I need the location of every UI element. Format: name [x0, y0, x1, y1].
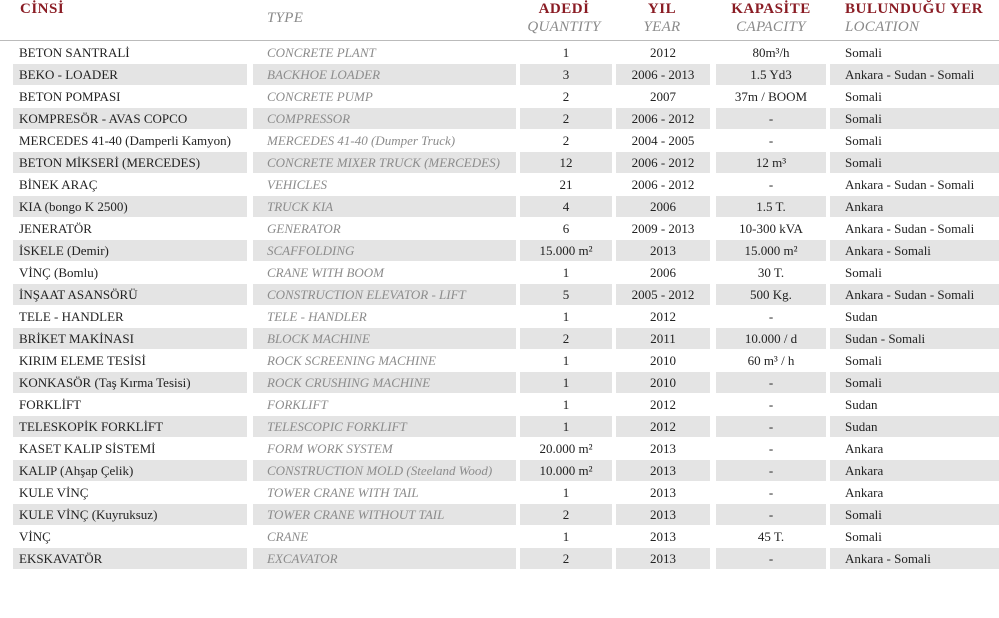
header-adedi-label: ADEDİ: [538, 1, 590, 17]
cell-type: FORM WORK SYSTEM: [267, 441, 393, 456]
cell-cinsi: KULE VİNÇ: [19, 485, 89, 500]
header-yil-label: YIL: [647, 1, 677, 17]
cell-year: 2009 - 2013: [631, 221, 695, 236]
cell-cinsi: KIRIM ELEME TESİSİ: [19, 353, 146, 368]
cell-type: TELE - HANDLER: [267, 309, 367, 324]
cell-year: 2006 - 2012: [631, 177, 695, 192]
cell-capacity: 60 m³ / h: [747, 353, 795, 368]
cell-quantity: 12: [520, 152, 612, 173]
table-row: [0, 416, 999, 438]
cell-type: CRANE: [267, 529, 309, 544]
table-row: [0, 86, 999, 108]
cell-capacity: 45 T.: [757, 529, 785, 544]
cell-cinsi: BİNEK ARAÇ: [19, 177, 98, 192]
table-row: [0, 64, 999, 86]
cell-type: CRANE WITH BOOM: [267, 265, 384, 280]
cell-type: GENERATOR: [267, 221, 341, 236]
cell-year: 2006 - 2012: [616, 108, 710, 129]
cell-type: MERCEDES 41-40 (Dumper Truck): [267, 133, 456, 148]
table-row: [0, 548, 999, 570]
cell-type: ROCK SCREENING MACHINE: [267, 353, 436, 368]
cell-type: COMPRESSOR: [253, 108, 516, 129]
cell-capacity: 30 T.: [757, 265, 785, 280]
cell-quantity: 4: [520, 196, 612, 217]
header-year-label: YEAR: [643, 19, 681, 35]
cell-location: Ankara - Somali: [830, 240, 999, 261]
cell-location: Sudan: [845, 397, 878, 412]
cell-year: 2013: [616, 240, 710, 261]
table-row: [0, 526, 999, 548]
cell-capacity: -: [768, 309, 774, 324]
cell-year: 2010: [650, 353, 676, 368]
cell-location: Sudan: [830, 416, 999, 437]
cell-capacity: -: [768, 133, 774, 148]
cell-cinsi: KONKASÖR (Taş Kırma Tesisi): [13, 372, 247, 393]
cell-quantity: 1: [562, 265, 570, 280]
cell-location: Ankara - Sudan - Somali: [830, 284, 999, 305]
cell-location: Ankara: [845, 441, 884, 456]
table-row: [0, 438, 999, 460]
cell-cinsi: BRİKET MAKİNASI: [13, 328, 247, 349]
cell-capacity: 1.5 T.: [716, 196, 826, 217]
cell-location: Ankara: [830, 196, 999, 217]
header-cinsi: [20, 0, 250, 18]
cell-location: Somali: [845, 133, 882, 148]
cell-capacity: -: [716, 548, 826, 569]
cell-year: 2013: [650, 529, 676, 544]
cell-year: 2005 - 2012: [616, 284, 710, 305]
cell-year: 2004 - 2005: [631, 133, 695, 148]
cell-year: 2012: [616, 416, 710, 437]
cell-location: Sudan - Somali: [830, 328, 999, 349]
cell-type: EXCAVATOR: [253, 548, 516, 569]
cell-year: 2012: [650, 309, 676, 324]
cell-capacity: 1.5 Yd3: [716, 64, 826, 85]
cell-cinsi: MERCEDES 41-40 (Damperli Kamyon): [19, 133, 231, 148]
table-row: [0, 284, 999, 306]
cell-year: 2006 - 2012: [616, 152, 710, 173]
cell-quantity: 2: [520, 548, 612, 569]
header-bulundugu-yer-label: BULUNDUĞU YER: [845, 1, 984, 17]
cell-type: CONCRETE PUMP: [267, 89, 373, 104]
table-row: [0, 108, 999, 130]
cell-type: TOWER CRANE WITH TAIL: [267, 485, 419, 500]
cell-type: TOWER CRANE WITHOUT TAIL: [253, 504, 516, 525]
cell-cinsi: İNŞAAT ASANSÖRÜ: [13, 284, 247, 305]
cell-cinsi: BETON POMPASI: [19, 89, 121, 104]
cell-type: CONCRETE MIXER TRUCK (MERCEDES): [253, 152, 516, 173]
table-row: [0, 152, 999, 174]
cell-quantity: 2: [520, 328, 612, 349]
header-divider: [0, 40, 999, 41]
cell-cinsi: TELESKOPİK FORKLİFT: [13, 416, 247, 437]
cell-year: 2013: [650, 441, 676, 456]
cell-type: CONCRETE PLANT: [267, 45, 376, 60]
table-row: [0, 350, 999, 372]
header-year: [615, 0, 709, 36]
cell-location: Ankara - Sudan - Somali: [830, 64, 999, 85]
cell-location: Somali: [845, 45, 882, 60]
cell-quantity: 20.000 m²: [539, 441, 593, 456]
cell-location: Ankara - Sudan - Somali: [845, 177, 975, 192]
cell-cinsi: TELE - HANDLER: [19, 309, 124, 324]
cell-location: Ankara: [830, 460, 999, 481]
cell-year: 2013: [616, 548, 710, 569]
cell-type: ROCK CRUSHING MACHINE: [253, 372, 516, 393]
cell-cinsi: VİNÇ: [19, 529, 51, 544]
header-location-label: LOCATION: [845, 19, 920, 35]
cell-capacity: 37m / BOOM: [734, 89, 808, 104]
cell-quantity: 15.000 m²: [520, 240, 612, 261]
header-capacity-label: CAPACITY: [736, 19, 806, 35]
table-row: [0, 482, 999, 504]
cell-location: Somali: [845, 353, 882, 368]
cell-location: Sudan: [845, 309, 878, 324]
cell-capacity: -: [716, 416, 826, 437]
cell-quantity: 1: [520, 372, 612, 393]
cell-capacity: 500 Kg.: [716, 284, 826, 305]
cell-location: Somali: [830, 108, 999, 129]
table-row: [0, 306, 999, 328]
cell-type: FORKLIFT: [267, 397, 328, 412]
cell-capacity: -: [768, 485, 774, 500]
cell-cinsi: KULE VİNÇ (Kuyruksuz): [13, 504, 247, 525]
table-row: [0, 372, 999, 394]
table-row: [0, 218, 999, 240]
cell-quantity: 6: [562, 221, 570, 236]
cell-capacity: 10.000 / d: [716, 328, 826, 349]
cell-quantity: 1: [562, 45, 570, 60]
cell-cinsi: EKSKAVATÖR: [13, 548, 247, 569]
table-row: [0, 42, 999, 64]
table-row: [0, 240, 999, 262]
cell-capacity: 12 m³: [716, 152, 826, 173]
cell-type: VEHICLES: [267, 177, 327, 192]
cell-location: Somali: [830, 372, 999, 393]
table-row: [0, 328, 999, 350]
cell-quantity: 10.000 m²: [520, 460, 612, 481]
header-quantity: [514, 0, 614, 36]
table-row: [0, 262, 999, 284]
cell-location: Ankara - Sudan - Somali: [845, 221, 975, 236]
cell-quantity: 1: [562, 397, 570, 412]
cell-year: 2006: [650, 265, 676, 280]
table-row: [0, 504, 999, 526]
cell-location: Ankara - Somali: [830, 548, 999, 569]
header-quantity-label: QUANTITY: [527, 19, 601, 35]
cell-quantity: 1: [562, 485, 570, 500]
cell-cinsi: KALIP (Ahşap Çelik): [13, 460, 247, 481]
cell-location: Somali: [845, 529, 882, 544]
cell-quantity: 1: [562, 529, 570, 544]
cell-type: SCAFFOLDING: [253, 240, 516, 261]
table-row: [0, 130, 999, 152]
cell-cinsi: İSKELE (Demir): [13, 240, 247, 261]
cell-quantity: 2: [520, 108, 612, 129]
cell-location: Somali: [845, 265, 882, 280]
cell-year: 2010: [616, 372, 710, 393]
cell-year: 2006 - 2013: [616, 64, 710, 85]
header-type-label: TYPE: [267, 10, 304, 26]
cell-type: BACKHOE LOADER: [253, 64, 516, 85]
cell-quantity: 1: [562, 309, 570, 324]
cell-cinsi: VİNÇ (Bomlu): [19, 265, 99, 280]
equipment-table-body: [0, 42, 999, 570]
cell-year: 2012: [650, 397, 676, 412]
cell-capacity: 15.000 m²: [716, 240, 826, 261]
cell-quantity: 5: [520, 284, 612, 305]
header-cinsi-label: CİNSİ: [20, 1, 65, 17]
cell-location: Ankara: [845, 485, 884, 500]
table-header: [0, 0, 999, 40]
cell-cinsi: BETON MİKSERİ (MERCEDES): [13, 152, 247, 173]
cell-capacity: -: [716, 372, 826, 393]
cell-quantity: 21: [559, 177, 573, 192]
cell-year: 2007: [650, 89, 676, 104]
header-location: [845, 0, 999, 36]
cell-capacity: 10-300 kVA: [739, 221, 803, 236]
table-row: [0, 196, 999, 218]
header-capacity: [716, 0, 826, 36]
cell-cinsi: FORKLİFT: [19, 397, 82, 412]
table-row: [0, 394, 999, 416]
cell-capacity: -: [716, 108, 826, 129]
cell-quantity: 2: [520, 504, 612, 525]
cell-quantity: 2: [562, 133, 570, 148]
cell-quantity: 3: [520, 64, 612, 85]
cell-capacity: -: [768, 177, 774, 192]
cell-location: Somali: [830, 152, 999, 173]
cell-year: 2006: [616, 196, 710, 217]
cell-cinsi: BETON SANTRALİ: [19, 45, 130, 60]
cell-capacity: -: [716, 460, 826, 481]
cell-cinsi: KASET KALIP SİSTEMİ: [19, 441, 156, 456]
cell-capacity: 80m³/h: [752, 45, 790, 60]
cell-type: TRUCK KIA: [253, 196, 516, 217]
cell-quantity: 2: [562, 89, 570, 104]
table-row: [0, 174, 999, 196]
cell-cinsi: BEKO - LOADER: [13, 64, 247, 85]
cell-quantity: 1: [562, 353, 570, 368]
cell-quantity: 1: [520, 416, 612, 437]
cell-year: 2012: [650, 45, 676, 60]
cell-year: 2013: [616, 460, 710, 481]
cell-capacity: -: [768, 441, 774, 456]
cell-cinsi: KOMPRESÖR - AVAS COPCO: [13, 108, 247, 129]
cell-type: TELESCOPIC FORKLIFT: [253, 416, 516, 437]
header-type: [267, 9, 507, 27]
cell-capacity: -: [768, 397, 774, 412]
cell-location: Somali: [830, 504, 999, 525]
header-kapasite-label: KAPASİTE: [731, 1, 811, 17]
cell-location: Somali: [845, 89, 882, 104]
cell-cinsi: KIA (bongo K 2500): [13, 196, 247, 217]
cell-capacity: -: [716, 504, 826, 525]
cell-year: 2013: [616, 504, 710, 525]
table-row: [0, 460, 999, 482]
cell-cinsi: JENERATÖR: [19, 221, 92, 236]
cell-type: BLOCK MACHINE: [253, 328, 516, 349]
cell-type: CONSTRUCTION MOLD (Steeland Wood): [253, 460, 516, 481]
cell-year: 2011: [616, 328, 710, 349]
cell-year: 2013: [650, 485, 676, 500]
cell-type: CONSTRUCTION ELEVATOR - LIFT: [253, 284, 516, 305]
